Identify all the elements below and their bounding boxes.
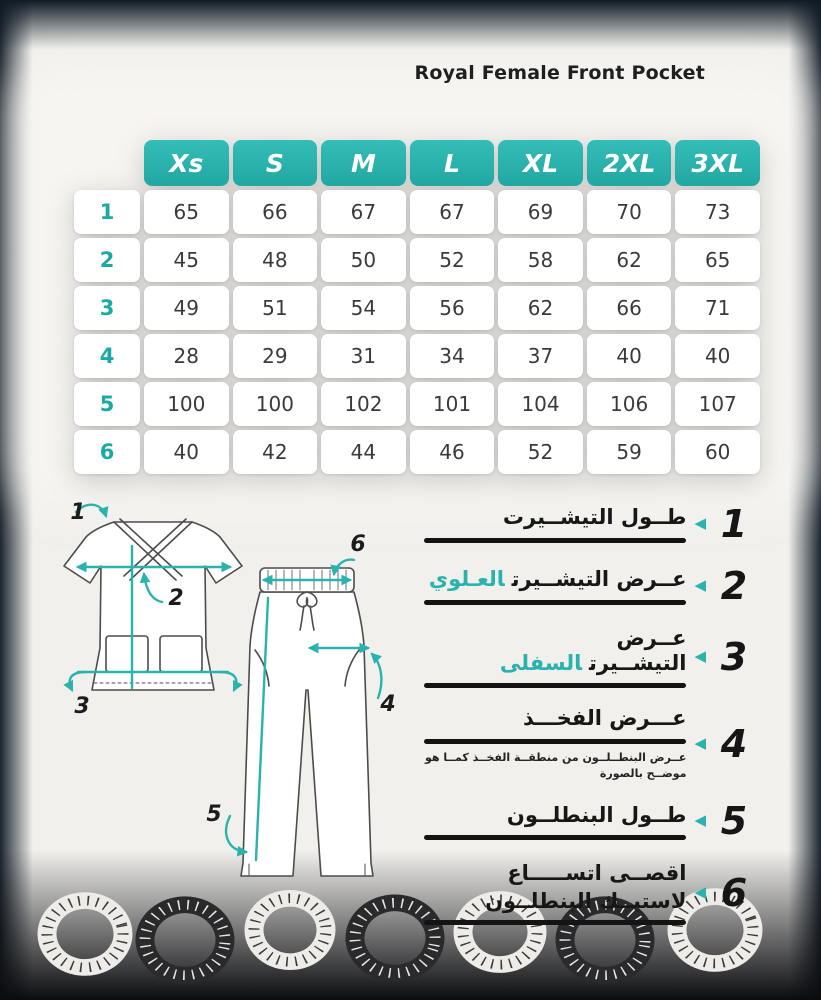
size-value-cell: 40 xyxy=(144,430,229,474)
table-row xyxy=(74,430,760,474)
measurement-item xyxy=(424,502,758,546)
size-value-cell: 65 xyxy=(144,190,229,234)
left-arrow-icon: ◀ xyxy=(694,811,706,830)
diagram-label-3: 3 xyxy=(74,694,90,719)
size-value-cell: 66 xyxy=(233,190,318,234)
measurement-item xyxy=(424,706,758,781)
size-value-cell: 52 xyxy=(498,430,583,474)
size-value-cell: 73 xyxy=(675,190,760,234)
column-header: S xyxy=(233,140,318,186)
row-number: 6 xyxy=(74,430,140,474)
measurement-label: عــرض التيشــيرتالسفلى xyxy=(499,626,687,676)
size-value-cell: 59 xyxy=(587,430,672,474)
diagram-label-4: 4 xyxy=(380,692,396,717)
column-header: 3XL xyxy=(675,140,760,186)
left-arrow-icon: ◀ xyxy=(694,733,706,752)
size-value-cell: 71 xyxy=(675,286,760,330)
diagram-label-6: 6 xyxy=(350,532,366,557)
table-row xyxy=(74,382,760,426)
row-number: 4 xyxy=(74,334,140,378)
size-value-cell: 29 xyxy=(233,334,318,378)
left-arrow-icon: ◀ xyxy=(694,647,706,666)
measurement-text xyxy=(424,706,686,781)
size-value-cell: 67 xyxy=(321,190,406,234)
diagram-label-1: 1 xyxy=(70,500,86,525)
measurement-text xyxy=(424,626,686,688)
size-table-grid xyxy=(70,136,764,478)
size-value-cell: 104 xyxy=(498,382,583,426)
size-value-cell: 100 xyxy=(144,382,229,426)
underline-bar xyxy=(424,538,686,543)
size-value-cell: 44 xyxy=(321,430,406,474)
size-value-cell: 46 xyxy=(410,430,495,474)
measurement-text xyxy=(424,861,686,924)
size-value-cell: 48 xyxy=(233,238,318,282)
size-value-cell: 56 xyxy=(410,286,495,330)
size-value-cell: 28 xyxy=(144,334,229,378)
column-header: 2XL xyxy=(587,140,672,186)
size-value-cell: 100 xyxy=(233,382,318,426)
size-value-cell: 65 xyxy=(675,238,760,282)
size-value-cell: 106 xyxy=(587,382,672,426)
size-value-cell: 42 xyxy=(233,430,318,474)
measurement-label: اقصــى اتســـــاع xyxy=(507,861,687,886)
size-table-body xyxy=(74,190,760,474)
measurement-number: 3 xyxy=(720,635,748,680)
table-header-row xyxy=(74,140,760,186)
left-arrow-icon: ◀ xyxy=(694,514,706,532)
row-number: 3 xyxy=(74,286,140,330)
measurement-subtext: عــرض البنطــلــون من منطقــة الفخــذ كمــا هو موضــح بالصورة xyxy=(424,750,687,780)
row-number: 1 xyxy=(74,190,140,234)
size-value-cell: 101 xyxy=(410,382,495,426)
left-arrow-icon: ◀ xyxy=(694,576,706,594)
size-value-cell: 66 xyxy=(587,286,672,330)
size-value-cell: 34 xyxy=(410,334,495,378)
measurement-number: 2 xyxy=(720,564,748,608)
measurement-label-line2: لاستيــك البنطلــون xyxy=(485,888,687,913)
measurement-label: عــرض التيشــيرتالعـلوي xyxy=(428,567,687,592)
column-header: M xyxy=(321,140,406,186)
measurement-label: طــول التيشــيرت xyxy=(502,505,687,530)
diagram-label-2: 2 xyxy=(168,586,184,611)
size-value-cell: 54 xyxy=(321,286,406,330)
size-value-cell: 58 xyxy=(498,238,583,282)
size-value-cell: 37 xyxy=(498,334,583,378)
row-number: 5 xyxy=(74,382,140,426)
underline-bar xyxy=(424,835,686,840)
table-row xyxy=(74,190,760,234)
table-corner-cell xyxy=(74,140,140,186)
size-value-cell: 50 xyxy=(321,238,406,282)
measurement-item xyxy=(424,799,758,843)
scrub-top-outline xyxy=(64,519,242,690)
column-header: Xs xyxy=(144,140,229,186)
table-row xyxy=(74,238,760,282)
scrub-pants-illustration xyxy=(222,558,392,888)
left-arrow-icon: ◀ xyxy=(694,883,706,902)
size-value-cell: 45 xyxy=(144,238,229,282)
size-value-cell: 67 xyxy=(410,190,495,234)
size-value-cell: 107 xyxy=(675,382,760,426)
size-table xyxy=(70,136,764,478)
size-value-cell: 60 xyxy=(675,430,760,474)
table-row xyxy=(74,334,760,378)
measurement-number: 6 xyxy=(720,871,748,916)
column-header: XL xyxy=(498,140,583,186)
diagram-label-5: 5 xyxy=(206,802,222,827)
measurement-label: طــول البنطلــون xyxy=(506,802,687,827)
underline-bar xyxy=(424,600,686,605)
page-title: Royal Female Front Pocket xyxy=(414,62,705,84)
column-header: L xyxy=(410,140,495,186)
underline-bar xyxy=(424,920,686,925)
measurement-number: 1 xyxy=(720,502,748,546)
size-value-cell: 49 xyxy=(144,286,229,330)
size-value-cell: 62 xyxy=(498,286,583,330)
table-row xyxy=(74,286,760,330)
measurement-number: 4 xyxy=(720,721,748,766)
size-value-cell: 69 xyxy=(498,190,583,234)
measurement-label: عـــرض الفخـــذ xyxy=(522,706,687,731)
underline-bar xyxy=(424,739,686,744)
size-value-cell: 51 xyxy=(233,286,318,330)
size-value-cell: 40 xyxy=(587,334,672,378)
measurement-item xyxy=(424,861,758,924)
measurement-legend xyxy=(424,502,758,925)
measurement-text xyxy=(424,803,686,840)
size-value-cell: 62 xyxy=(587,238,672,282)
underline-bar xyxy=(424,683,686,688)
measurement-text xyxy=(424,567,686,604)
size-value-cell: 70 xyxy=(587,190,672,234)
row-number: 2 xyxy=(74,238,140,282)
measurement-number: 5 xyxy=(720,799,748,844)
size-value-cell: 52 xyxy=(410,238,495,282)
size-value-cell: 31 xyxy=(321,334,406,378)
measurement-text xyxy=(424,505,686,542)
measurement-item xyxy=(424,564,758,608)
size-value-cell: 40 xyxy=(675,334,760,378)
scrub-pants-outline xyxy=(241,568,373,876)
measurement-item xyxy=(424,626,758,688)
size-value-cell: 102 xyxy=(321,382,406,426)
